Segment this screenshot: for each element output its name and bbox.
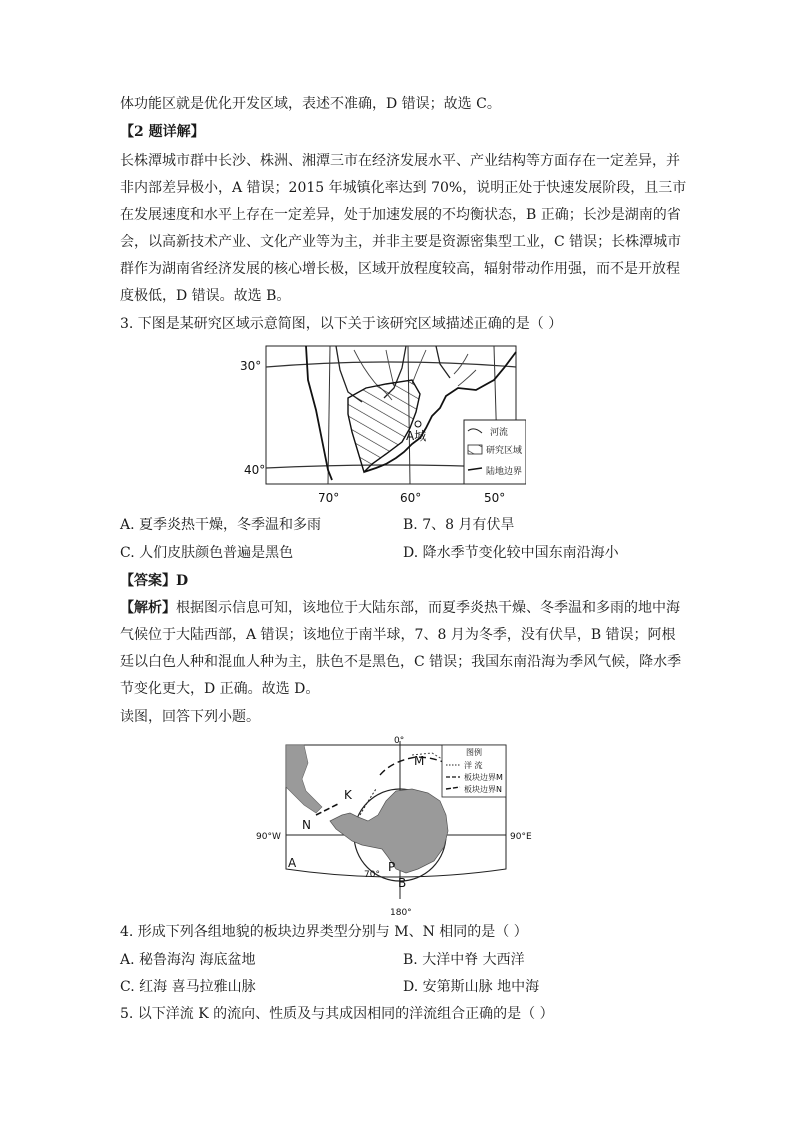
- q3-option-b: B. 7、8 月有伏旱: [403, 517, 515, 533]
- q2-line-6: 度极低，D 错误。故选 B。: [120, 288, 291, 304]
- lat-30-label: 30°: [240, 359, 262, 373]
- q4-option-a: A. 秘鲁海沟 海底盆地: [120, 952, 256, 968]
- label-180: 180°: [390, 908, 412, 917]
- q4-option-b: B. 大洋中脊 大西洋: [403, 952, 525, 968]
- point-n: N: [302, 818, 311, 832]
- legend-boundary-m-label: 板块边界M: [464, 773, 503, 782]
- q2-line-1: 长株潭城市群中长沙、株洲、湘潭三市在经济发展水平、产业结构等方面存在一定差异，并: [120, 153, 680, 169]
- q3-analysis-line-4: 节变化更大，D 正确。故选 D。: [120, 681, 320, 697]
- legend-current-label: 洋 流: [464, 761, 483, 770]
- legend-boundary-n-label: 板块边界N: [464, 785, 502, 794]
- lat-40-label: 40°: [244, 463, 266, 477]
- q4-option-d: D. 安第斯山脉 地中海: [403, 979, 540, 995]
- lon-50-label: 50°: [484, 491, 506, 505]
- point-k: K: [344, 788, 352, 802]
- q4-stem: 4. 形成下列各组地貌的板块边界类型分别与 M、N 相同的是（ ）: [120, 924, 528, 940]
- label-90w: 90°W: [256, 832, 281, 842]
- analysis-text: 根据图示信息可知，该地位于大陆东部，而夏季炎热干燥、冬季温和多雨的地中海: [176, 600, 680, 616]
- q3-option-d: D. 降水季节变化较中国东南沿海小: [403, 545, 619, 561]
- point-p: P: [388, 860, 396, 874]
- q3-answer: 【答案】D: [120, 573, 189, 589]
- read-prompt: 读图，回答下列小题。: [120, 709, 260, 725]
- label-70-deg: 70°: [364, 870, 380, 880]
- legend-study-icon: [468, 445, 482, 454]
- q4-option-c: C. 红海 喜马拉雅山脉: [120, 979, 256, 995]
- study-region-map: [236, 340, 526, 508]
- city-marker: [415, 421, 421, 427]
- para-line-1: 体功能区就是优化开发区域，表述不准确，D 错误；故选 C。: [120, 96, 501, 112]
- q3-analysis-line-1: [120, 598, 680, 618]
- q3-option-c: C. 人们皮肤颜色普遍是黑色: [120, 545, 294, 561]
- q2-line-2: 非内部差异极小，A 错误；2015 年城镇化率达到 70%，说明正处于快速发展阶段，且三市: [120, 180, 687, 196]
- lon-70-label: 70°: [318, 491, 340, 505]
- antarctic-map: [256, 735, 540, 917]
- point-m: M: [414, 754, 425, 768]
- analysis-label: 【解析】: [120, 600, 176, 616]
- q2-header: 【2 题详解】: [120, 124, 205, 140]
- q2-line-3: 在发展速度和水平上存在一定差异，处于加速发展的不均衡状态，B 正确；长沙是湖南的省: [120, 207, 681, 223]
- q2-line-5: 群作为湖南省经济发展的核心增长极，区域开放程度较高，辐射带动作用强，而不是开放程: [120, 261, 680, 277]
- q5-stem: 5. 以下洋流 K 的流向、性质及与其成因相同的洋流组合正确的是（ ）: [120, 1006, 554, 1022]
- legend-border-label: 陆地边界: [486, 467, 523, 477]
- q3-stem: 3. 下图是某研究区域示意简图，以下关于该研究区域描述正确的是（ ）: [120, 316, 563, 332]
- q3-analysis-line-3: 廷以白色人种和混血人种为主，肤色不是黑色，C 错误；我国东南沿海为季风气候，降水季: [120, 654, 682, 670]
- city-label: A城: [406, 429, 427, 443]
- legend-title: 图例: [466, 748, 482, 757]
- point-a: A: [288, 856, 297, 870]
- label-90e: 90°E: [510, 832, 532, 842]
- q3-option-a: A. 夏季炎热干燥，冬季温和多雨: [120, 517, 322, 533]
- label-0-deg: 0°: [394, 736, 405, 746]
- legend-study-label: 研究区域: [486, 446, 523, 456]
- q2-line-4: 会，以高新技术产业、文化产业等为主，并非主要是资源密集型工业，C 错误；长株潭城市: [120, 234, 682, 250]
- legend-river-label: 河流: [490, 428, 509, 438]
- point-b: B: [398, 876, 407, 890]
- q3-analysis-line-2: 气候位于大陆西部，A 错误；该地位于南半球，7、8 月为冬季，没有伏旱，B 错误；阿根: [120, 627, 676, 643]
- lon-60-label: 60°: [400, 491, 422, 505]
